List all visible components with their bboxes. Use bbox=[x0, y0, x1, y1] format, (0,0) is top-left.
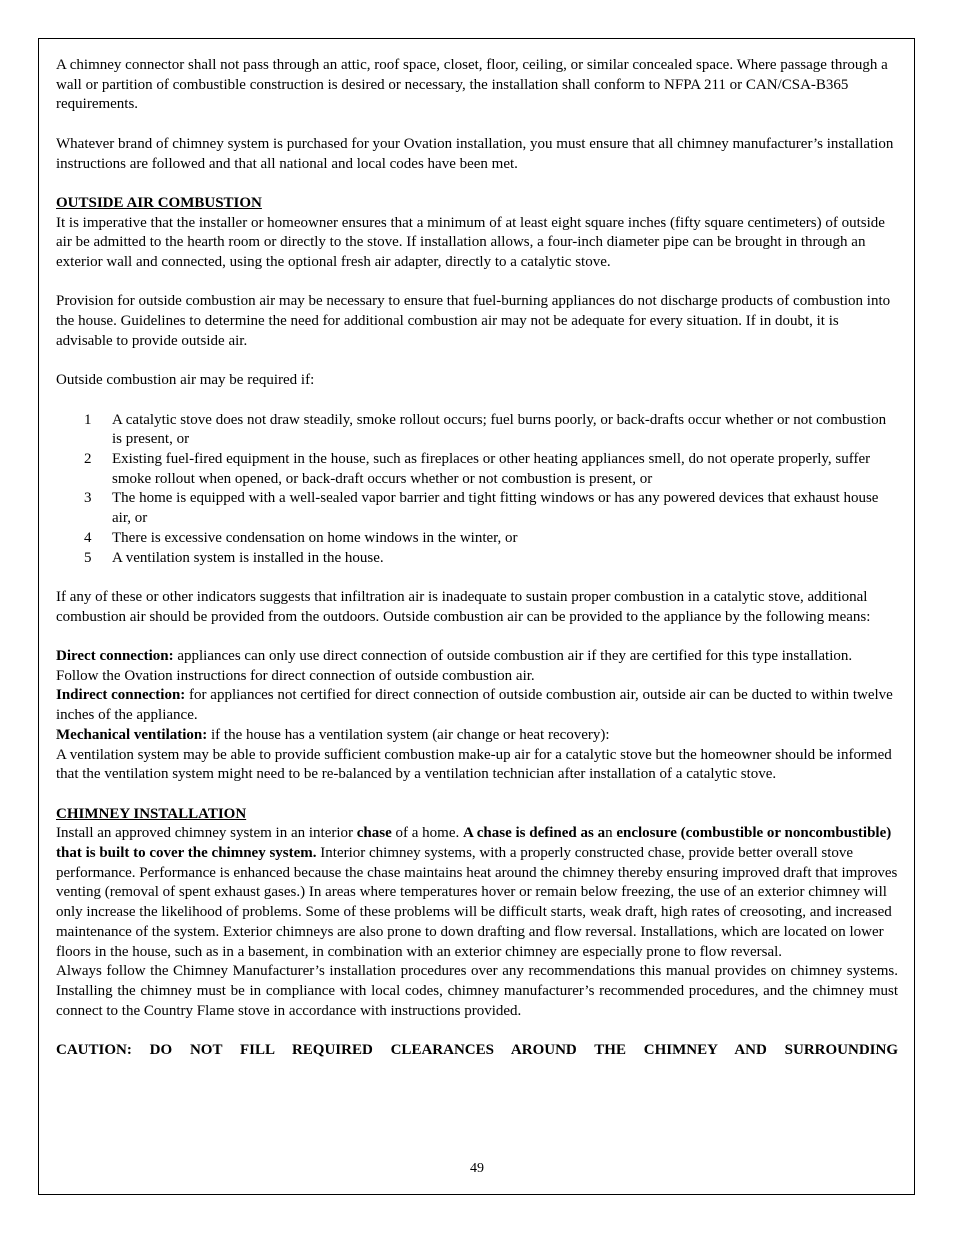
list-item-number: 2 bbox=[84, 450, 92, 467]
outside-air-required-if: Outside combustion air may be required if: bbox=[56, 372, 315, 389]
chimney-text-segment: n bbox=[605, 825, 617, 842]
list-item bbox=[56, 529, 898, 549]
outside-air-section bbox=[56, 194, 898, 785]
list-item-number: 4 bbox=[84, 529, 92, 546]
outside-air-provision: Provision for outside combustion air may be necessary to ensure that fuel-burning appliances do not discharge products of combustion into the house. Guidelines to determine the need for additional combustion air may not be adequate for every situation. If in doubt, it is advisable to provide outside air. bbox=[56, 293, 891, 349]
direct-connection-paragraph bbox=[56, 647, 898, 686]
infiltration-paragraph: If any of these or other indicators suggests that infiltration air is inadequate to sustain proper combustion in a catalytic stove, additional combustion air should be provided from the outdoors. Outside combustion air can be provided to the appliance by the following means: bbox=[56, 588, 871, 625]
indirect-connection-label: Indirect connection: bbox=[56, 687, 186, 704]
brand-paragraph: Whatever brand of chimney system is purchased for your Ovation installation, you must ensure that all chimney manufacturer’s installation instructions are followed and that all national and local codes have been met. bbox=[56, 135, 894, 172]
chimney-text-segment: Interior chimney systems, with a properly constructed chase, provide better overall stove performance. Performance is enhanced because the chase maintains heat around the chimney thereby ensuring improved draft that improves venting (removal of spent exhaust gases.) In areas where temperatures hover or remain below freezing, the use of an exterior chimney will only increase the likelihood of problems. Some of these problems will be difficult starts, weak draft, high rates of creosoting, and increased maintenance of the system. Exterior chimneys are also prone to down drafting and flow reversal. Installations, which are located on lower floors in the house, such as in a basement, in combination with an exterior chimney are especially prone to flow reversal. bbox=[56, 845, 898, 960]
indirect-connection-paragraph bbox=[56, 686, 898, 725]
mechanical-ventilation-text: if the house has a ventilation system (air change or heat recovery): bbox=[207, 726, 610, 743]
list-item bbox=[56, 489, 898, 528]
direct-connection-label: Direct connection: bbox=[56, 647, 174, 664]
list-item-text: The home is equipped with a well-sealed vapor barrier and tight fitting windows or has any powered devices that exhaust house air, or bbox=[112, 490, 879, 527]
caution-line: CAUTION: DO NOT FILL REQUIRED CLEARANCES AROUND THE CHIMNEY AND SURROUNDING bbox=[56, 1042, 898, 1059]
indicator-list bbox=[56, 411, 898, 569]
list-item-text: A catalytic stove does not draw steadily, smoke rollout occurs; fuel burns poorly, or back-drafts occur whether or not combustion is present, or bbox=[112, 411, 887, 448]
chimney-installation-paragraph bbox=[56, 824, 898, 962]
indirect-connection-text: for appliances not certified for direct connection of outside combustion air, outside air can be ducted to within twelve inches of the appliance. bbox=[56, 687, 893, 724]
direct-connection-text: appliances can only use direct connection of outside combustion air if they are certified for this type installation. Follow the Ovation instructions for direct connection of outside combustion air. bbox=[56, 647, 853, 684]
page-number: 49 bbox=[470, 1161, 484, 1176]
connector-paragraph: A chimney connector shall not pass through an attic, roof space, closet, floor, ceiling, or similar concealed space. Where passage through a wall or partition of combustible construction is desired or necessary, the installation shall conform to NFPA 211 or CAN/CSA-B365 requirements. bbox=[56, 57, 888, 113]
follow-manufacturer-paragraph: Always follow the Chimney Manufacturer’s installation procedures over any recommendations this manual provides on chimney systems. Installing the chimney must be in compliance with local codes, chimney manufacturer’s recommended procedures, and the chimney must connect to the Country Flame stove in accordance with instructions provided. bbox=[56, 963, 898, 1019]
list-item bbox=[56, 450, 898, 489]
outside-air-heading: OUTSIDE AIR COMBUSTION bbox=[56, 194, 262, 211]
page-content bbox=[56, 56, 898, 1061]
list-item-text: There is excessive condensation on home windows in the winter, or bbox=[112, 529, 518, 546]
list-item-text: A ventilation system is installed in the house. bbox=[112, 549, 384, 566]
mechanical-ventilation-paragraph bbox=[56, 726, 898, 746]
mechanical-ventilation-label: Mechanical ventilation: bbox=[56, 726, 208, 743]
chimney-text-segment: Install an approved chimney system in an interior bbox=[56, 825, 357, 842]
chimney-text-segment: of a home. bbox=[391, 825, 463, 842]
chimney-bold-segment: chase bbox=[356, 825, 392, 842]
list-item-number: 5 bbox=[84, 549, 92, 566]
list-item-text: Existing fuel-fired equipment in the house, such as fireplaces or other heating appliances smell, do not operate properly, suffer smoke rollout when opened, or back-draft occurs whether or not combustion is present, or bbox=[112, 450, 871, 487]
chimney-bold-segment: A chase is defined as a bbox=[463, 825, 606, 842]
chimney-installation-section bbox=[56, 805, 898, 1022]
chimney-bold-segment: enclosure (combustible or noncombustible) that is built to cover the chimney system. bbox=[56, 825, 892, 861]
chimney-installation-heading: CHIMNEY INSTALLATION bbox=[56, 805, 247, 822]
outside-air-intro: It is imperative that the installer or homeowner ensures that a minimum of at least eight square inches (fifty square centimeters) of outside air be admitted to the hearth room or directly to the stove. If installation allows, a four-inch diameter pipe can be brought in through an exterior wall and connected, using the optional fresh air adapter, directly to a catalytic stove. bbox=[56, 214, 885, 270]
list-item bbox=[56, 411, 898, 450]
list-item bbox=[56, 549, 898, 569]
list-item-number: 1 bbox=[84, 411, 92, 428]
ventilation-system-paragraph: A ventilation system may be able to provide sufficient combustion make-up air for a catalytic stove but the homeowner should be informed that the ventilation system might need to be re-balanced by a ventilation technician after installation of a catalytic stove. bbox=[56, 746, 892, 783]
list-item-number: 3 bbox=[84, 490, 92, 507]
